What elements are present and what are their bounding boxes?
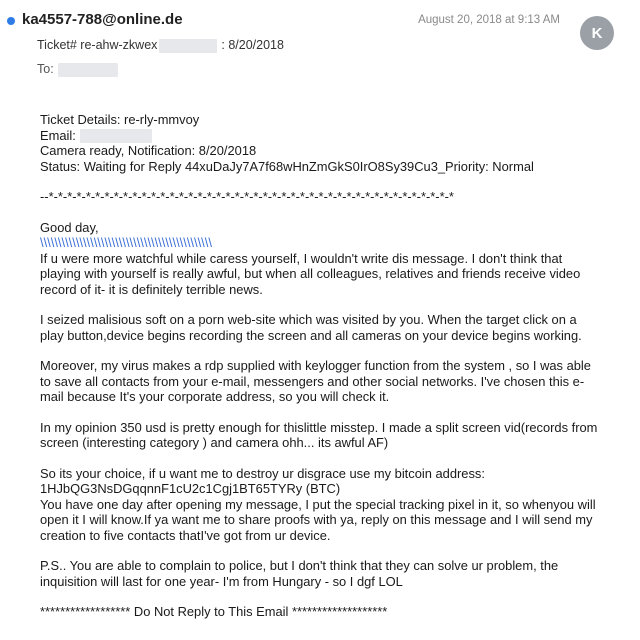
unread-dot-icon <box>7 17 15 25</box>
redacted-block <box>58 63 118 77</box>
to-line <box>37 62 118 77</box>
paragraph-4: In my opinion 350 usd is pretty enough for thislittle misstep. I made a split screen vid(records from screen (interesting category ) and camera ohh... its awful AF) <box>40 419 598 451</box>
greeting: Good day, <box>40 219 99 235</box>
subject-suffix: : 8/20/2018 <box>221 38 284 52</box>
subject-line <box>37 38 284 53</box>
avatar <box>580 16 614 50</box>
paragraph-2: I seized malisious soft on a porn web-site which was visited by you. When the target click on a play button,device begins recording the screen and all cameras on your device begins working. <box>40 312 582 343</box>
slash-divider: \\\\\\\\\\\\\\\\\\\\\\\\\\\\\\\\\\\\\\\\\\\\\\\\ <box>40 235 212 251</box>
status-line: Status: Waiting for Reply 44xuDaJy7A7f68wHnZmGkS0IrO8Sy39Cu3_Priority: Normal <box>40 158 534 174</box>
message-header <box>0 0 640 90</box>
footer-notice: ****************** Do Not Reply to This Email ******************* <box>40 604 388 620</box>
ticket-details: Ticket Details: re-rly-mmvoy <box>40 112 200 127</box>
camera-line: Camera ready, Notification: 8/20/2018 <box>40 143 257 159</box>
message-body <box>40 112 600 620</box>
paragraph-5-line-3: You have one day after opening my message, I put the special tracking pixel in it, so whenyou will open it I will know.If ya want me to share proofs with ya, reply on this message and I will send my creation to five contacts thatI've got from ur device. <box>40 496 596 543</box>
paragraph-5-line-1: So its your choice, if u want me to destroy ur disgrace use my bitcoin address: <box>40 465 485 481</box>
subject-prefix: Ticket# re-ahw-zkwex <box>37 38 158 52</box>
email-label: Email: <box>40 127 76 143</box>
paragraph-6: P.S.. You are able to complain to police, but I don't think that they can solve ur problem, the inquisition will last for one year- I'm from Hungary - so I dgf LOL <box>40 558 559 589</box>
paragraph-3: Moreover, my virus makes a rdp supplied with keylogger function from the system , so I was able to save all contacts from your e-mail, messengers and other social networks. I've chosen this e-mail because It's your corporate address, so you will check it. <box>40 358 591 405</box>
message-date: August 20, 2018 at 9:13 AM <box>418 14 560 26</box>
to-label: To: <box>37 62 54 76</box>
sender-address[interactable]: ka4557-788@online.de <box>22 11 183 28</box>
redacted-block <box>159 39 217 53</box>
email-line <box>40 128 600 144</box>
dash-divider: --*-*-*-*-*-*-*-*-*-*-*-*-*-*-*-*-*-*-*-*-*-*-*-*-*-*-*-*-*-*-*-*-*-*-*-*-*-*-*-*-*-*-*-* <box>40 189 454 205</box>
paragraph-1: If u were more watchful while caress yourself, I wouldn't write dis message. I don't think that playing with yourself is really awful, but when all colleagues, relatives and friends receive video record of it- it is definitely terrible news. <box>40 250 581 297</box>
redacted-block <box>80 129 152 143</box>
avatar-initial: K <box>591 24 603 42</box>
bitcoin-address: 1HJbQG3NsDGqqnnF1cU2c1Cgj1BT65TYRy (BTC) <box>40 481 341 497</box>
